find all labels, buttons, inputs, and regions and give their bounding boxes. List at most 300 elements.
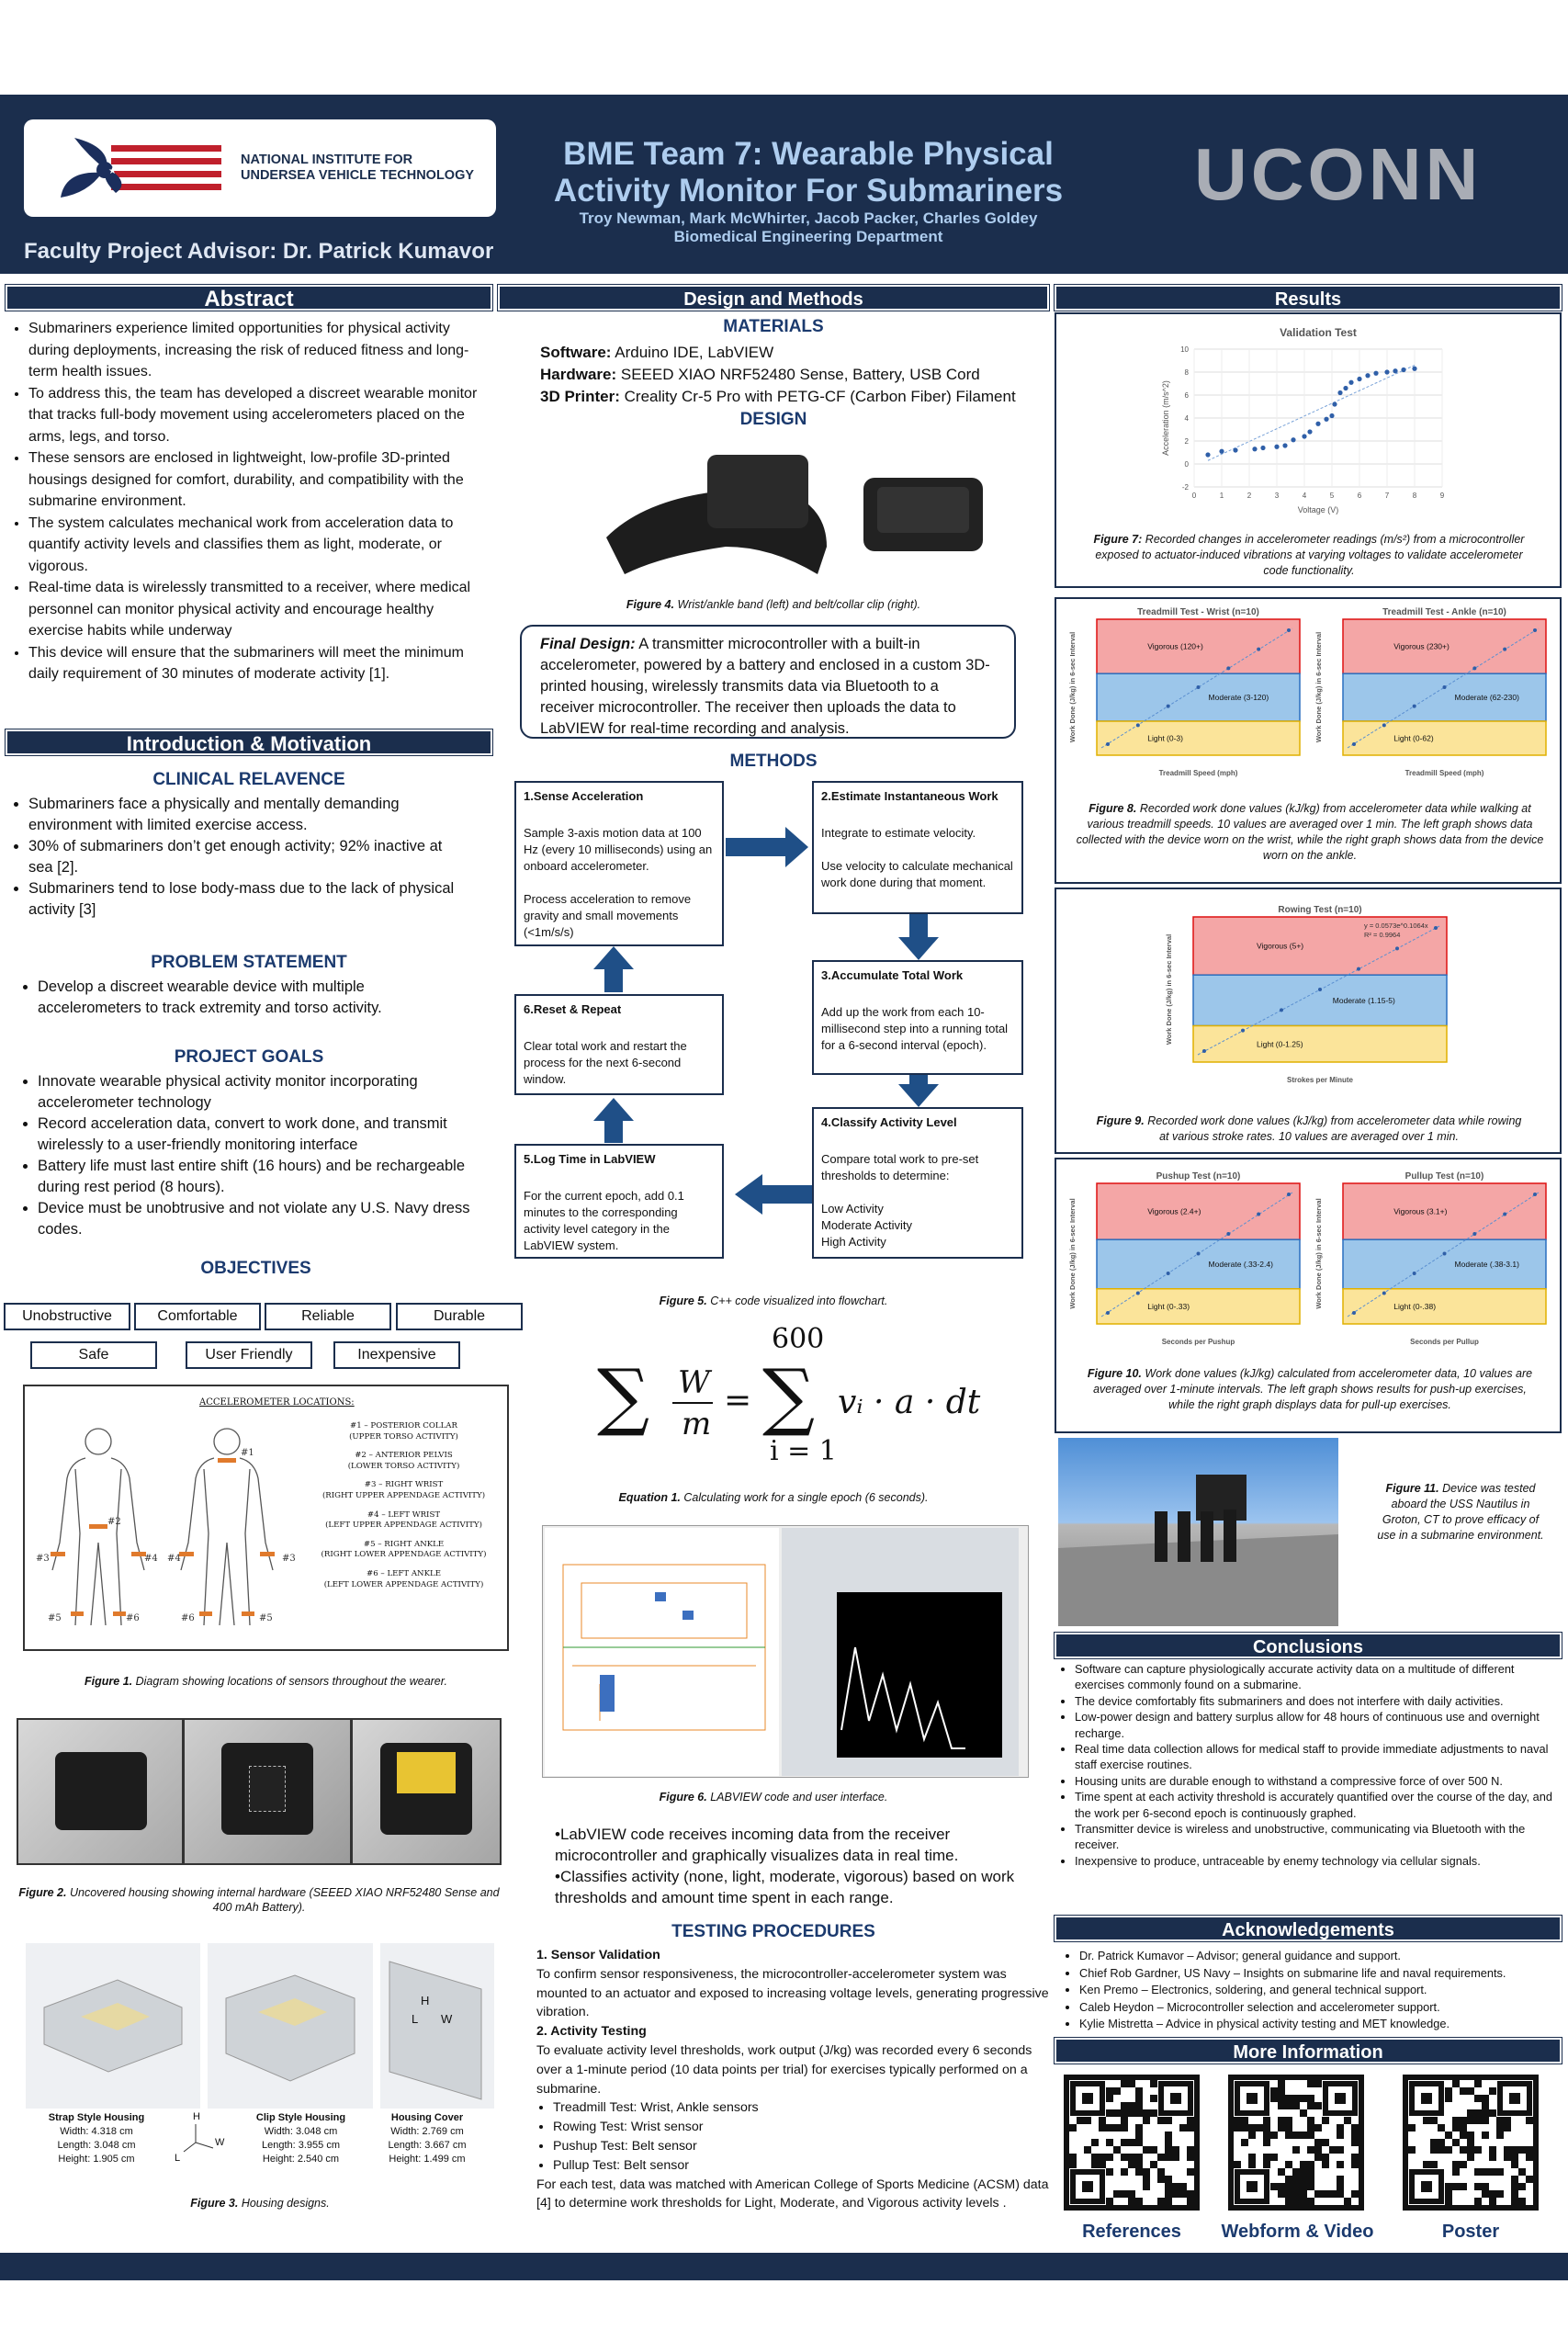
qr-module [1292, 2095, 1300, 2102]
trend-annotation: y = 0.0573e^0.1064x [1364, 922, 1428, 930]
qr-module [1128, 2080, 1135, 2087]
qr-module [1278, 2190, 1285, 2198]
qr-module [1135, 2168, 1143, 2176]
ack-item: • Chief Rob Gardner, US Navy – Insights on submarine life and naval requirements. [1079, 1965, 1557, 1983]
x-tick-label: 9 [1439, 492, 1445, 500]
data-point [1412, 367, 1416, 371]
qr-module [1263, 2117, 1270, 2124]
qr-module [1467, 2109, 1474, 2117]
qr-module [1121, 2080, 1128, 2087]
qr-module [1179, 2124, 1187, 2132]
methods-heading: METHODS [729, 752, 818, 771]
qr-module [1329, 2146, 1337, 2154]
qr-module [1135, 2095, 1143, 2102]
svg-text:#4: #4 [144, 1554, 158, 1564]
location-item: #5 – RIGHT ANKLE [363, 1539, 445, 1549]
arrow-left-icon [735, 1174, 812, 1215]
housing-length: Length: 3.048 cm [57, 2140, 136, 2151]
qr-module [1172, 2183, 1179, 2190]
data-point [1106, 1311, 1110, 1315]
qr-module [1106, 2154, 1113, 2161]
eq1-label: Equation 1. [618, 1491, 681, 1504]
chart-title: Treadmill Test - Ankle (n=10) [1382, 607, 1506, 617]
org-name-line1: NATIONAL INSTITUTE FOR [241, 153, 413, 167]
qr-module [1077, 2117, 1084, 2124]
qr-module [1157, 2154, 1165, 2161]
data-point [1287, 628, 1291, 632]
sensor-validation-text: To confirm sensor responsiveness, the microcontroller-accelerometer system was mounted to an actuator and exposed to increasing voltage levels, generating progressive vibration. [536, 1966, 1049, 2020]
qr-module [1113, 2087, 1121, 2095]
qr-module [1314, 2102, 1322, 2109]
qr-module [1278, 2102, 1285, 2109]
ack-heading: Acknowledgements [1055, 1916, 1562, 1941]
qr-module [1135, 2087, 1143, 2095]
software-label: Software: [540, 344, 612, 361]
qr-module [1489, 2190, 1496, 2198]
qr-module [1285, 2102, 1292, 2109]
data-point [1197, 685, 1201, 689]
qr-module [1143, 2168, 1150, 2176]
qr-module [1157, 2117, 1165, 2124]
qr-module [1518, 2146, 1526, 2154]
qr-module [1307, 2176, 1314, 2183]
clinical-item: • 30% of submariners don’t get enough activity; 92% inactive at sea [2]. [28, 836, 465, 878]
test-item: • Pushup Test: Belt sensor [553, 2137, 1051, 2156]
qr-module [1121, 2168, 1128, 2176]
design-heading: Design and Methods [498, 285, 1049, 311]
qr-module [1337, 2146, 1344, 2154]
fraction-bar [672, 1402, 713, 1404]
fig9-text: Recorded work done values (kJ/kg) from accelerometer data while rowing at various stroke rates. 10 values are averaged over 1 min. [1147, 1114, 1522, 1143]
data-point [1260, 446, 1265, 450]
activity-testing-title: 2. Activity Testing [536, 2024, 647, 2040]
fig4-caption [498, 597, 1049, 612]
qr-module [1106, 2087, 1113, 2095]
qr-module [1150, 2161, 1157, 2168]
qr-module [1106, 2124, 1113, 2132]
data-point [1226, 1232, 1230, 1236]
data-point [1136, 1292, 1140, 1295]
fig9-label: Figure 9. [1096, 1114, 1145, 1127]
qr-module [1307, 2095, 1314, 2102]
fig6-caption [498, 1790, 1049, 1804]
data-point [1136, 723, 1140, 727]
treadmill-wrist-chart [1066, 605, 1309, 788]
eq-equals: = [724, 1382, 752, 1419]
qr-module [1474, 2117, 1482, 2124]
niuvt-logo [24, 119, 496, 217]
qr-module [1285, 2095, 1292, 2102]
data-point [1205, 452, 1210, 457]
qr-module [1165, 2146, 1172, 2154]
qr-module [1518, 2168, 1526, 2176]
problem-item: • Develop a discreet wearable device with multiple accelerometers to track extremity and torso activity. [38, 977, 465, 1019]
fig11-caption [1373, 1481, 1548, 1544]
band-label: Vigorous (5+) [1257, 941, 1304, 951]
sensor-validation-title: 1. Sensor Validation [536, 1948, 660, 1962]
qr-module [1511, 2176, 1518, 2183]
qr-module [1482, 2109, 1489, 2117]
qr-module [1438, 2146, 1445, 2154]
housing-height: Height: 2.540 cm [262, 2154, 340, 2165]
arrow-up-icon [593, 1098, 634, 1143]
qr-module [1270, 2095, 1278, 2102]
housing-designs [26, 1943, 494, 2109]
poster-qr-icon[interactable] [1403, 2075, 1539, 2211]
qr-module [1526, 2117, 1533, 2124]
qr-module [1314, 2139, 1322, 2146]
location-item: (UPPER TORSO ACTIVITY) [349, 1431, 458, 1442]
ack-item: • Kylie Mistretta – Advice in physical activity testing and MET knowledge. [1079, 2016, 1557, 2033]
qr-module [1106, 2109, 1113, 2117]
qr-module [1307, 2124, 1314, 2132]
qr-finder-center [1170, 2093, 1181, 2104]
qr-module [1423, 2117, 1430, 2124]
qr-module [1150, 2080, 1157, 2087]
data-point [1106, 742, 1110, 746]
qr-module [1314, 2146, 1322, 2154]
fig9-caption [1093, 1114, 1525, 1145]
housing-photo-3 [353, 1720, 500, 1863]
data-point [1533, 1193, 1537, 1196]
housing-photo-1 [18, 1720, 182, 1863]
abstract-item: • To address this, the team has developed a discreet wearable monitor that tracks full-body movement using accelerometers placed on the arms, legs, and torso. [28, 383, 491, 448]
qr-module [1496, 2190, 1504, 2198]
fig7-text: Recorded changes in accelerometer readings (m/s²) from a microcontroller exposed to actuator-induced vibrations at varying voltages to validate accelerometer code functionality. [1095, 533, 1525, 577]
webform-link[interactable]: Webform & Video [1221, 2222, 1374, 2242]
qr-module [1474, 2109, 1482, 2117]
hardware-line [540, 364, 1016, 386]
flow-step-body: Clear total work and restart the process for the next 6-second window. [524, 1039, 691, 1086]
qr-module [1165, 2183, 1172, 2190]
qr-finder-center [1082, 2093, 1093, 2104]
y-tick-label: 10 [1180, 345, 1189, 354]
threshold-band [1193, 1026, 1447, 1063]
qr-module [1482, 2183, 1489, 2190]
band-label: Light (0-.38) [1393, 1301, 1437, 1311]
chart-title: Rowing Test (n=10) [1278, 905, 1362, 915]
y-axis-label: Work Done (J/kg) in 6-sec Interval [1314, 1198, 1323, 1309]
x-axis-label: Strokes per Minute [1286, 1076, 1354, 1084]
qr-module [1292, 2183, 1300, 2190]
qr-module [1135, 2161, 1143, 2168]
x-tick-label: 8 [1412, 492, 1417, 500]
qr-module [1285, 2198, 1292, 2205]
problem-list [6, 977, 465, 1019]
band-label: Vigorous (120+) [1147, 641, 1203, 651]
poster-title [514, 136, 1102, 209]
qr-module [1460, 2117, 1467, 2124]
objective-box: Inexpensive [333, 1341, 460, 1369]
data-point [1280, 1008, 1283, 1012]
ack-item: • Ken Premo – Electronics, soldering, and general technical support. [1079, 1982, 1557, 1999]
qr-module [1270, 2154, 1278, 2161]
svg-text:#5: #5 [259, 1613, 273, 1623]
materials-list [540, 342, 1016, 408]
qr-module [1460, 2183, 1467, 2190]
axis-h: H [193, 2111, 200, 2122]
chart-title: Validation Test [1280, 326, 1357, 339]
webform-qr-icon[interactable] [1228, 2075, 1364, 2211]
qr-module [1511, 2146, 1518, 2154]
x-tick-label: 4 [1302, 492, 1307, 500]
qr-module [1106, 2139, 1113, 2146]
qr-module [1113, 2146, 1121, 2154]
qr-module [1143, 2183, 1150, 2190]
qr-module [1460, 2146, 1467, 2154]
conclusion-item: • Software can capture physiologically accurate activity data on a multitude of different exercises commonly found on a submarine. [1075, 1661, 1557, 1693]
chart-title: Pullup Test (n=10) [1404, 1171, 1484, 1182]
qr-module [1187, 2146, 1194, 2154]
qr-module [1165, 2176, 1172, 2183]
qr-module [1307, 2132, 1314, 2139]
references-link[interactable]: References [1082, 2222, 1181, 2242]
poster-footer [0, 2253, 1568, 2280]
qr-module [1165, 2198, 1172, 2205]
goal-item: • Battery life must last entire shift (16 hours) and be rechargeable during rest period (8 hours). [38, 1156, 483, 1198]
qr-module [1300, 2190, 1307, 2198]
qr-module [1351, 2124, 1359, 2132]
qr-module [1307, 2146, 1314, 2154]
qr-module [1445, 2146, 1452, 2154]
more-info-heading: More Information [1055, 2038, 1562, 2064]
housing-name: Housing Cover [390, 2112, 464, 2123]
flow-step-title: 4.Classify Activity Level [821, 1115, 957, 1129]
qr-module [1285, 2190, 1292, 2198]
data-point [1393, 368, 1397, 373]
abstract-item: • These sensors are enclosed in lightweight, low-profile 3D-printed housings designed for comfort, durability, and compatibility with the submarine environment. [28, 447, 491, 513]
band-label: Moderate (1.15-5) [1332, 995, 1395, 1005]
housing-photos [17, 1718, 502, 1865]
qr-module [1482, 2168, 1489, 2176]
data-point [1395, 946, 1399, 950]
qr-module [1143, 2176, 1150, 2183]
qr-module [1143, 2117, 1150, 2124]
qr-module [1121, 2154, 1128, 2161]
data-point [1365, 373, 1370, 378]
objective-box: Safe [30, 1341, 157, 1369]
band-label: Light (0-.33) [1147, 1301, 1190, 1311]
objective-box: Unobstructive [4, 1303, 130, 1330]
qr-module [1496, 2117, 1504, 2124]
y-axis-label: Work Done (J/kg) in 6-sec Interval [1314, 631, 1323, 743]
qr-module [1460, 2132, 1467, 2139]
conclusion-item: • The device comfortably fits submariners and does not interfere with daily activities. [1075, 1693, 1557, 1709]
qr-module [1511, 2198, 1518, 2205]
qr-module [1248, 2132, 1256, 2139]
qr-module [1135, 2124, 1143, 2132]
qr-module [1285, 2124, 1292, 2132]
qr-module [1263, 2139, 1270, 2146]
qr-module [1263, 2132, 1270, 2139]
labview-note: •Classifies activity (none, light, moderate, vigorous) based on work thresholds and amount time spent in each range. [555, 1868, 1015, 1906]
qr-module [1482, 2132, 1489, 2139]
qr-module [1300, 2109, 1307, 2117]
objective-box: Durable [396, 1303, 523, 1330]
band-label: Vigorous (3.1+) [1393, 1206, 1448, 1216]
x-tick-label: 3 [1274, 492, 1280, 500]
qr-module [1430, 2146, 1438, 2154]
qr-module [1438, 2124, 1445, 2132]
goal-item: • Innovate wearable physical activity monitor incorporating accelerometer technology [38, 1071, 483, 1114]
fig8-panel [1055, 597, 1562, 884]
data-point [1315, 422, 1320, 426]
y-tick-label: -2 [1181, 483, 1189, 492]
qr-module [1248, 2161, 1256, 2168]
locations-heading: ACCELEROMETER LOCATIONS: [199, 1397, 355, 1408]
band-label: Moderate (.38-3.1) [1454, 1259, 1519, 1269]
qr-module [1489, 2087, 1496, 2095]
qr-module [1445, 2190, 1452, 2198]
qr-module [1474, 2168, 1482, 2176]
data-point [1382, 1292, 1386, 1295]
qr-module [1187, 2198, 1194, 2205]
qr-module [1121, 2124, 1128, 2132]
data-point [1343, 386, 1348, 390]
eq-rhs: vᵢ · a · dt [838, 1384, 981, 1421]
fig8-label: Figure 8. [1089, 802, 1137, 815]
abstract-item: • Submariners experience limited opportunities for physical activity during deployments, increasing the risk of reduced fitness and long-term health issues. [28, 318, 491, 383]
flow-step-title: 1.Sense Acceleration [524, 789, 644, 803]
labview-graph [837, 1592, 1002, 1758]
clinical-item: • Submariners tend to lose body-mass due to the lack of physical activity [3] [28, 878, 465, 921]
body-outline-icon [34, 1414, 310, 1644]
locations-list [300, 1421, 507, 1590]
references-qr-icon[interactable] [1064, 2075, 1200, 2211]
intro-heading: Introduction & Motivation [6, 729, 492, 755]
flow-step-title: 2.Estimate Instantaneous Work [821, 789, 998, 803]
qr-module [1337, 2183, 1344, 2190]
qr-module [1504, 2154, 1511, 2161]
qr-module [1113, 2190, 1121, 2198]
testing-heading: TESTING PROCEDURES [671, 1922, 875, 1941]
authors-block [514, 209, 1102, 246]
data-point [1472, 666, 1476, 670]
qr-module [1474, 2095, 1482, 2102]
goals-list [6, 1071, 483, 1240]
y-axis-label: Work Done (J/kg) in 6-sec Interval [1068, 631, 1077, 743]
data-point [1332, 401, 1337, 406]
threshold-band [1193, 975, 1447, 1025]
data-point [1373, 371, 1378, 376]
qr-module [1135, 2139, 1143, 2146]
final-design-label: Final Design: [540, 636, 636, 652]
org-name-line2: UNDERSEA VEHICLE TECHNOLOGY [241, 168, 475, 183]
qr-module [1511, 2183, 1518, 2190]
qr-module [1351, 2190, 1359, 2198]
qr-module [1474, 2198, 1482, 2205]
data-point [1318, 988, 1322, 991]
conclusion-item: • Transmitter device is wireless and unobstructive, communicating via Bluetooth with the receiver. [1075, 1821, 1557, 1853]
ack-item: • Dr. Patrick Kumavor – Advisor; general guidance and support. [1079, 1948, 1557, 1965]
pullup-chart [1312, 1169, 1555, 1357]
data-point [1413, 1272, 1416, 1275]
qr-module [1187, 2154, 1194, 2161]
qr-module [1351, 2139, 1359, 2146]
qr-module [1143, 2146, 1150, 2154]
fig5-text: C++ code visualized into flowchart. [710, 1295, 888, 1307]
qr-module [1285, 2161, 1292, 2168]
qr-module [1234, 2117, 1241, 2124]
qr-finder-center [1247, 2181, 1258, 2192]
qr-module [1300, 2176, 1307, 2183]
qr-module [1307, 2183, 1314, 2190]
test-item: • Treadmill Test: Wrist, Ankle sensors [553, 2098, 1051, 2118]
flow-step-body: For the current epoch, add 0.1 minutes to the corresponding activity level category in the LabVIEW system. [524, 1189, 688, 1252]
clip-housing-render [208, 1943, 373, 2109]
location-item: (RIGHT LOWER APPENDAGE ACTIVITY) [321, 1550, 487, 1560]
faculty-advisor: Faculty Project Advisor: Dr. Patrick Kumavor [24, 239, 494, 264]
y-tick-label: 8 [1184, 368, 1189, 377]
y-axis-label: Acceleration (m/s^2) [1161, 380, 1170, 456]
x-axis-label: Treadmill Speed (mph) [1404, 769, 1484, 777]
qr-module [1322, 2117, 1329, 2124]
qr-module [1467, 2117, 1474, 2124]
arrow-down-icon [898, 914, 939, 960]
housing-name: Strap Style Housing [48, 2112, 145, 2123]
qr-module [1307, 2198, 1314, 2205]
qr-module [1263, 2154, 1270, 2161]
qr-module [1482, 2102, 1489, 2109]
qr-module [1091, 2161, 1099, 2168]
results-heading: Results [1055, 285, 1562, 311]
authors: Troy Newman, Mark McWhirter, Jacob Packer, Charles Goldey [579, 209, 1038, 227]
qr-module [1278, 2168, 1285, 2176]
data-point [1352, 1311, 1356, 1315]
fig7-panel [1055, 312, 1562, 588]
fig11-text: Device was tested aboard the USS Nautilus in Groton, CT to prove efficacy of use in a submarine environment. [1377, 1482, 1544, 1542]
qr-module [1496, 2132, 1504, 2139]
qr-finder-center [1335, 2093, 1346, 2104]
fig6-label: Figure 6. [659, 1791, 707, 1804]
data-point [1357, 967, 1360, 971]
qr-module [1322, 2139, 1329, 2146]
qr-module [1467, 2132, 1474, 2139]
pushup-chart [1066, 1169, 1309, 1357]
sum-upper: 600 [772, 1323, 825, 1355]
qr-module [1128, 2102, 1135, 2109]
qr-module [1307, 2161, 1314, 2168]
qr-module [1292, 2190, 1300, 2198]
materials-heading: MATERIALS [723, 317, 824, 336]
qr-module [1135, 2132, 1143, 2139]
svg-text:#2: #2 [107, 1517, 121, 1527]
data-point [1443, 1252, 1447, 1256]
qr-module [1307, 2102, 1314, 2109]
data-point [1337, 390, 1342, 395]
qr-module [1106, 2095, 1113, 2102]
qr-module [1113, 2109, 1121, 2117]
axis-l-label: L [412, 2012, 419, 2026]
goal-item: • Record acceleration data, convert to work done, and transmit wirelessly to a user-friendly monitoring interface [38, 1114, 483, 1156]
qr-module [1292, 2168, 1300, 2176]
qr-module [1128, 2139, 1135, 2146]
fig11-label: Figure 11. [1385, 1482, 1439, 1495]
band-label: Light (0-62) [1393, 733, 1434, 743]
labview-screenshot [542, 1525, 1029, 1778]
qr-module [1314, 2080, 1322, 2087]
qr-finder-center [1247, 2093, 1258, 2104]
qr-module [1445, 2095, 1452, 2102]
qr-module [1445, 2087, 1452, 2095]
labview-note: •LabVIEW code receives incoming data from the receiver microcontroller and graphically visualizes data in real time. [555, 1826, 959, 1864]
cover-housing-dims [367, 2111, 487, 2166]
qr-module [1423, 2161, 1430, 2168]
qr-module [1091, 2139, 1099, 2146]
data-point [1443, 685, 1447, 689]
poster-link[interactable]: Poster [1441, 2222, 1500, 2242]
qr-module [1496, 2168, 1504, 2176]
